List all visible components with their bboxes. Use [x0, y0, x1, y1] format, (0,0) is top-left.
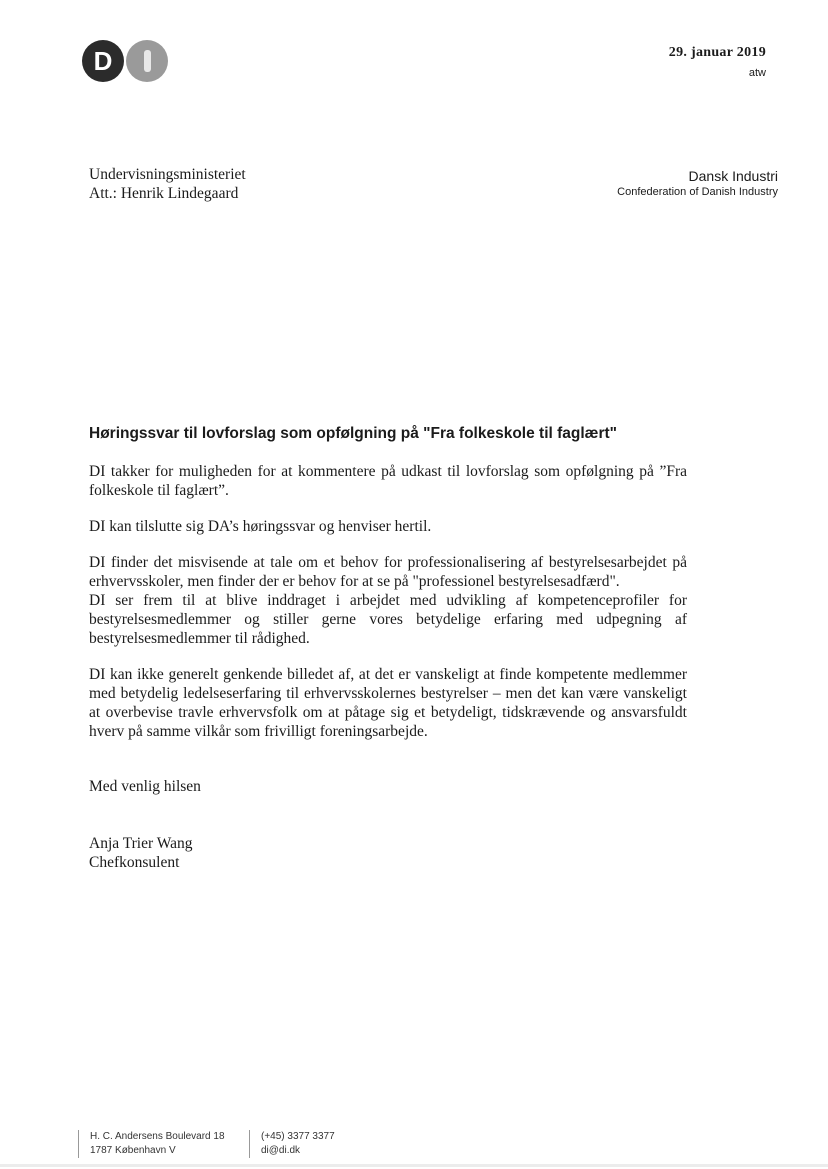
- paragraph-2: DI kan tilslutte sig DA’s høringssvar og henviser hertil.: [89, 518, 432, 535]
- logo-i-bar: [144, 50, 151, 72]
- di-logo: [82, 40, 172, 84]
- footer-contact: [249, 1130, 335, 1158]
- scan-edge-divider: [0, 1164, 828, 1167]
- footer-city: 1787 København V: [90, 1145, 176, 1156]
- footer-email: di@di.dk: [261, 1145, 301, 1156]
- paragraph-5: DI kan ikke generelt genkende billedet af, at det er vanskeligt at finde kompetente medlemmer med betydelig ledelseserfaring til erhvervsskolernes bestyrelser – men det kan være vanskeligt at overbevise travle erhvervsfolk om at påtage sig et betydeligt, tidskrævende og ansvarsfuldt hverv på samme vilkår som frivilligt foreningsarbejde.: [89, 666, 687, 740]
- paragraph-4: DI ser frem til at blive inddraget i arbejdet med udvikling af kompetenceprofiler for bestyrelsesmedlemmer og stiller gerne vores betydelige erfaring med udpegning af bestyrelsesmedlemmer til rådighed.: [89, 592, 687, 647]
- author-initials: atw: [748, 67, 766, 79]
- logo-i-disc: [126, 40, 168, 82]
- sender-name: Dansk Industri: [688, 168, 778, 184]
- logo-d-disc: [82, 40, 124, 82]
- footer-address: [78, 1130, 225, 1158]
- signer-title: Chefkonsulent: [89, 854, 180, 871]
- letter-subject: Høringssvar til lovforslag som opfølgning på "Fra folkeskole til faglært": [89, 425, 617, 442]
- recipient-organisation: Undervisningsministeriet: [89, 166, 246, 183]
- letter-body: [89, 462, 687, 741]
- footer-phone: (+45) 3377 3377: [261, 1131, 335, 1142]
- signature-block: [89, 834, 193, 872]
- recipient-attention: Att.: Henrik Lindegaard: [89, 185, 239, 202]
- sender-block: [617, 167, 778, 200]
- logo-d-letter: D: [93, 45, 113, 76]
- paragraph-3: DI finder det misvisende at tale om et behov for professionalisering af bestyrelsesarbejdet på erhvervsskoler, men finder der er behov for at se på "professionel bestyrelsesadfærd".: [89, 554, 687, 590]
- sender-subtitle: Confederation of Danish Industry: [617, 186, 778, 198]
- closing-greeting: Med venlig hilsen: [89, 778, 201, 795]
- recipient-block: [89, 165, 246, 203]
- paragraph-1: DI takker for muligheden for at kommentere på udkast til lovforslag som opfølgning på ”Fra folkeskole til faglært”.: [89, 463, 687, 499]
- footer-street: H. C. Andersens Boulevard 18: [90, 1131, 225, 1142]
- signer-name: Anja Trier Wang: [89, 835, 193, 852]
- letter-date: 29. januar 2019: [668, 45, 766, 60]
